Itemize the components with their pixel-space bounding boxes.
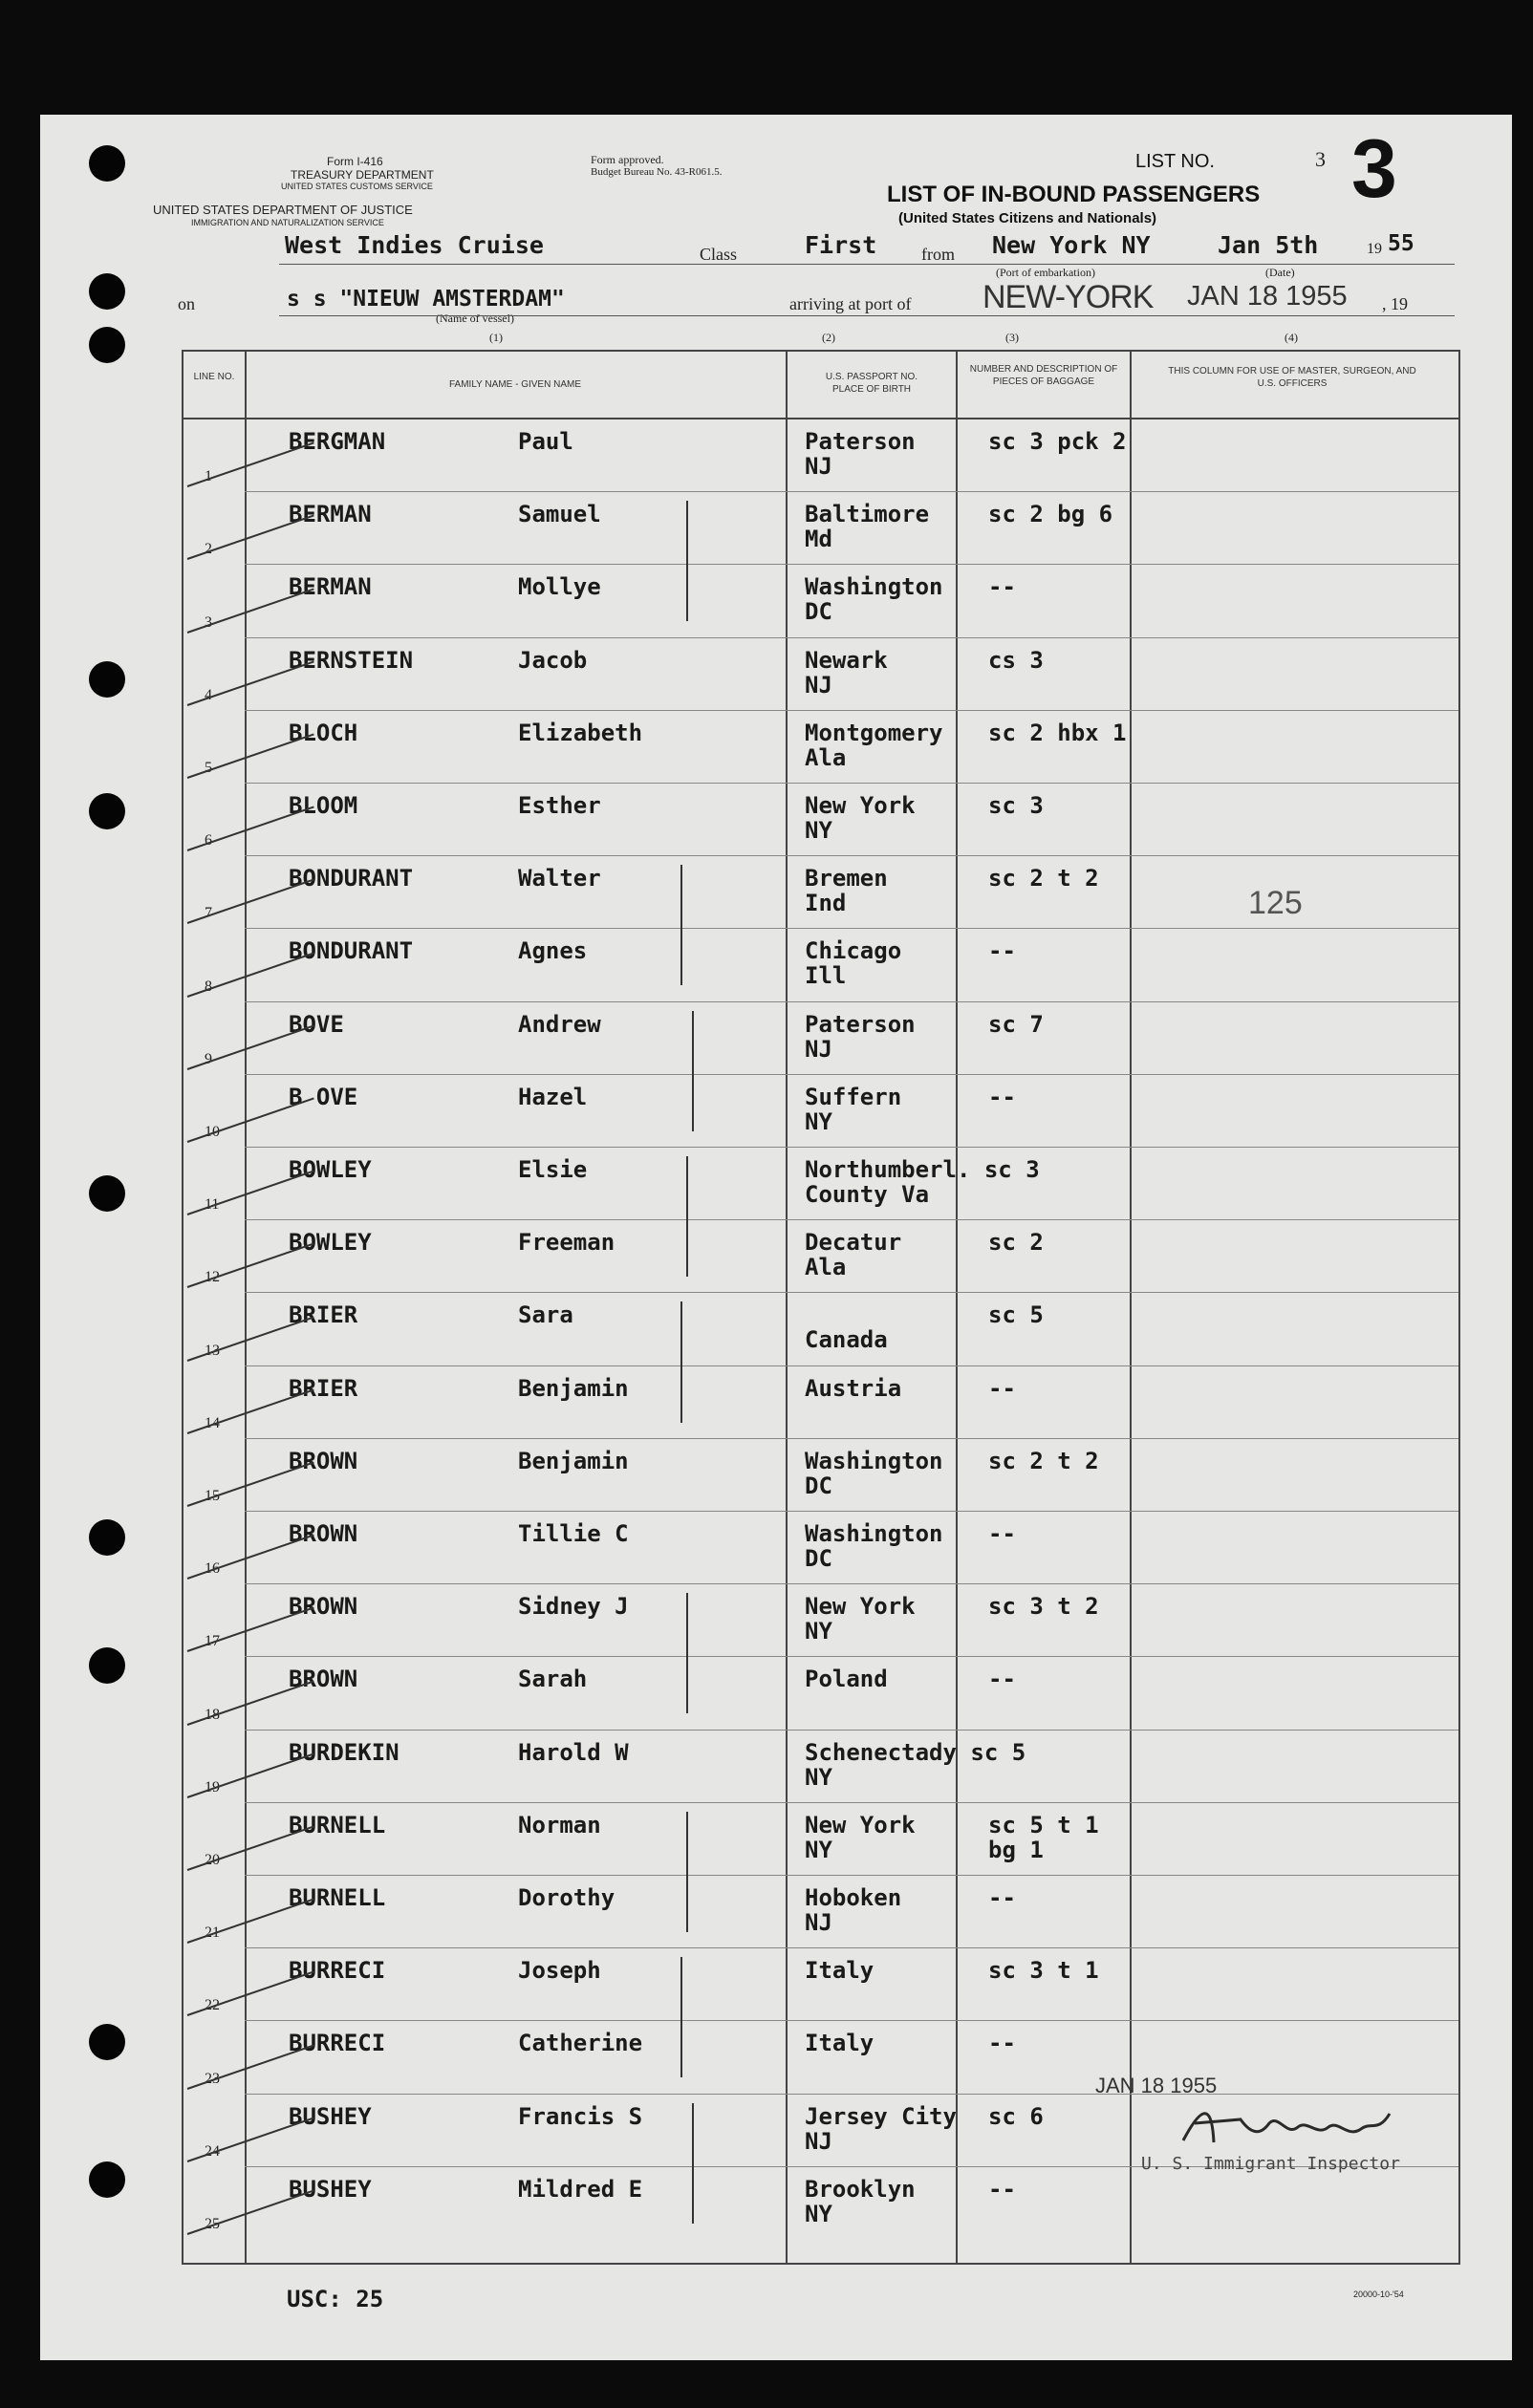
pencil-check-mark [187, 1825, 314, 1870]
family-name: BRIER [289, 1301, 358, 1329]
birthplace-line-1: Italy [805, 1957, 874, 1985]
list-no-value: 3 [1315, 147, 1326, 171]
birthplace-line-1: New York [805, 792, 916, 819]
birthplace-line-2: Ind [805, 890, 847, 917]
pencil-check-mark [187, 1899, 314, 1944]
justice-department: UNITED STATES DEPARTMENT OF JUSTICE [153, 203, 413, 217]
baggage-line-1: sc 5 [988, 1301, 1044, 1329]
given-name: Francis S [518, 2102, 643, 2130]
given-name: Esther [518, 792, 601, 819]
family-name: B OVE [289, 1083, 358, 1110]
col-2-marker: (2) [822, 331, 835, 344]
birthplace-line-1: Schenectady sc 5 [805, 1738, 1026, 1766]
from-label: from [921, 245, 955, 264]
table-row [184, 928, 1458, 1000]
table-row [184, 2166, 1458, 2239]
family-name: BURRECI [289, 2030, 386, 2057]
row-rule [245, 1365, 1458, 1366]
pencil-check-mark [187, 2189, 314, 2234]
given-name: Benjamin [518, 1374, 629, 1402]
birthplace-line-2: Ill [805, 962, 847, 990]
baggage-line-1: sc 2 t 2 [988, 1447, 1099, 1474]
binder-hole [89, 1519, 125, 1556]
row-rule [245, 710, 1458, 711]
line-number: 5 [205, 759, 212, 776]
class-label: Class [700, 245, 738, 264]
budget-bureau: Budget Bureau No. 43-R061.5. [591, 166, 723, 178]
table-row [184, 564, 1458, 636]
row-rule [245, 855, 1458, 856]
header-rule-2 [279, 315, 1455, 316]
table-row [184, 1219, 1458, 1292]
line-number: 22 [205, 1997, 220, 2014]
baggage-line-1: -- [988, 1374, 1016, 1402]
document-sheet [40, 115, 1512, 2360]
baggage-line-1: -- [988, 2030, 1016, 2057]
pencil-check-mark [187, 1316, 314, 1361]
baggage-line-1: sc 3 pck 2 [988, 428, 1127, 455]
family-name: BERNSTEIN [289, 646, 414, 674]
given-name: Walter [518, 865, 601, 892]
table-row [184, 2020, 1458, 2093]
row-rule [245, 1656, 1458, 1657]
baggage-line-1: sc 2 bg 6 [988, 501, 1113, 528]
given-name: Harold W [518, 1738, 629, 1766]
binder-hole [89, 1647, 125, 1684]
row-rule [245, 637, 1458, 638]
row-rule [245, 928, 1458, 929]
table-row [184, 710, 1458, 783]
pencil-family-bracket [692, 1011, 694, 1131]
immigration-service: IMMIGRATION AND NATURALIZATION SERVICE [191, 218, 384, 227]
line-number: 15 [205, 1487, 220, 1504]
birthplace-line-1: Northumberl. sc 3 [805, 1156, 1040, 1183]
given-name: Norman [518, 1811, 601, 1838]
family-name: BROWN [289, 1593, 358, 1621]
class-value: First [805, 231, 877, 259]
line-number: 25 [205, 2215, 220, 2232]
birthplace-line-2: Canada [805, 1326, 888, 1354]
family-name: BONDURANT [289, 937, 414, 965]
inspector-signature [1174, 2095, 1413, 2156]
customs-service: UNITED STATES CUSTOMS SERVICE [281, 182, 433, 191]
birthplace-line-1: Bremen [805, 865, 888, 892]
date-value: Jan 5th [1218, 231, 1319, 259]
arriving-year: , 19 [1382, 294, 1408, 313]
pencil-family-bracket [680, 1957, 682, 2077]
line-number: 24 [205, 2142, 220, 2160]
row-rule [245, 1292, 1458, 1293]
family-name: BOWLEY [289, 1156, 372, 1183]
line-number: 4 [205, 686, 212, 703]
birthplace-line-2: NY [805, 817, 832, 844]
baggage-line-1: sc 3 t 2 [988, 1593, 1099, 1621]
baggage-line-1: -- [988, 937, 1016, 965]
table-row [184, 1583, 1458, 1656]
arriving-label: arriving at port of [789, 294, 912, 313]
year-prefix: 19 [1367, 241, 1382, 257]
header-passport: U.S. PASSPORT NO. PLACE OF BIRTH [825, 372, 918, 395]
row-rule [245, 1947, 1458, 1948]
pencil-check-mark [187, 660, 314, 705]
birthplace-line-1: Suffern [805, 1083, 902, 1110]
birthplace-line-2: NJ [805, 1035, 832, 1063]
birthplace-line-1: Italy [805, 2030, 874, 2057]
given-name: Sarah [518, 1666, 588, 1693]
birthplace-line-2: Ala [805, 743, 847, 771]
row-rule [245, 1802, 1458, 1803]
line-number: 6 [205, 832, 212, 849]
birthplace-line-1: Chicago [805, 937, 902, 965]
col-3-marker: (3) [1005, 331, 1019, 344]
family-name: BOVE [289, 1010, 344, 1038]
pencil-check-mark [187, 879, 314, 924]
pencil-check-mark [187, 1607, 314, 1652]
line-number: 20 [205, 1851, 220, 1868]
line-number: 13 [205, 1342, 220, 1359]
birthplace-line-1: Jersey City [805, 2102, 957, 2130]
given-name: Samuel [518, 501, 601, 528]
family-name: BERMAN [289, 501, 372, 528]
table-row [184, 1074, 1458, 1147]
birthplace-line-2: NY [805, 1107, 832, 1135]
table-row [184, 1001, 1458, 1074]
given-name: Dorothy [518, 1884, 615, 1911]
table-row [184, 419, 1458, 491]
birthplace-line-1: Brooklyn [805, 2175, 916, 2203]
line-number: 12 [205, 1269, 220, 1286]
binder-hole [89, 273, 125, 310]
line-number: 23 [205, 2070, 220, 2087]
header-line-no: LINE NO. [193, 372, 235, 382]
line-number: 19 [205, 1778, 220, 1795]
row-rule [245, 491, 1458, 492]
family-name: BURNELL [289, 1811, 386, 1838]
inspector-label: U. S. Immigrant Inspector [1141, 2154, 1400, 2174]
line-number: 14 [205, 1414, 220, 1431]
date-label: (Date) [1265, 266, 1295, 279]
birthplace-line-1: Paterson [805, 428, 916, 455]
given-name: Elsie [518, 1156, 588, 1183]
pencil-check-mark [187, 733, 314, 778]
birthplace-line-2: NY [805, 1763, 832, 1791]
birthplace-line-2: NY [805, 1618, 832, 1645]
binder-hole [89, 145, 125, 182]
pencil-check-mark [187, 1461, 314, 1506]
pencil-family-bracket [686, 1593, 688, 1713]
birthplace-line-1: New York [805, 1593, 916, 1621]
birthplace-line-1: New York [805, 1811, 916, 1838]
given-name: Tillie C [518, 1520, 629, 1547]
birthplace-line-2: DC [805, 598, 832, 626]
baggage-line-1: -- [988, 1083, 1016, 1110]
family-name: BROWN [289, 1666, 358, 1693]
family-name: BONDURANT [289, 865, 414, 892]
line-number: 18 [205, 1706, 220, 1723]
footer-code: 20000-10-'54 [1353, 2290, 1404, 2299]
family-name: BLOCH [289, 719, 358, 746]
baggage-line-1: -- [988, 573, 1016, 601]
header-rule-1 [279, 264, 1455, 265]
birthplace-line-1: Decatur [805, 1229, 902, 1257]
list-title: LIST OF IN-BOUND PASSENGERS [887, 182, 1261, 207]
baggage-line-1: sc 6 [988, 2102, 1044, 2130]
row-rule [245, 1438, 1458, 1439]
table-row [184, 1802, 1458, 1875]
given-name: Benjamin [518, 1447, 629, 1474]
baggage-line-1: -- [988, 1666, 1016, 1693]
row-rule [245, 1147, 1458, 1148]
line-number: 8 [205, 978, 212, 995]
footer-total: USC: 25 [287, 2286, 384, 2312]
list-subtitle: (United States Citizens and Nationals) [898, 210, 1157, 226]
pencil-check-mark [187, 1171, 314, 1215]
family-name: BROWN [289, 1520, 358, 1547]
binder-hole [89, 793, 125, 829]
birthplace-line-2: NJ [805, 671, 832, 699]
table-row [184, 1147, 1458, 1219]
family-name: BOWLEY [289, 1229, 372, 1257]
row-rule [245, 1074, 1458, 1075]
given-name: Hazel [518, 1083, 588, 1110]
birthplace-line-2: DC [805, 1545, 832, 1572]
line-number: 10 [205, 1123, 220, 1140]
family-name: BERGMAN [289, 428, 386, 455]
family-name: BUSHEY [289, 2175, 372, 2203]
row-rule [245, 783, 1458, 784]
given-name: Paul [518, 428, 573, 455]
pencil-family-bracket [686, 1156, 688, 1277]
birthplace-line-2: NJ [805, 2127, 832, 2155]
pencil-check-mark [187, 515, 314, 560]
year-value: 55 [1388, 231, 1414, 256]
birthplace-line-2: Ala [805, 1254, 847, 1281]
baggage-line-1: sc 2 t 2 [988, 865, 1099, 892]
pencil-check-mark [187, 2044, 314, 2089]
pencil-check-mark [187, 952, 314, 997]
treasury-department: TREASURY DEPARTMENT [291, 168, 434, 182]
line-number: 21 [205, 1924, 220, 1942]
table-row [184, 1947, 1458, 2020]
given-name: Freeman [518, 1229, 615, 1257]
baggage-line-1: sc 2 [988, 1229, 1044, 1257]
form-number: Form I-416 [327, 155, 383, 168]
baggage-line-1: cs 3 [988, 646, 1044, 674]
vessel-label: (Name of vessel) [436, 312, 514, 325]
pencil-check-mark [187, 1097, 314, 1142]
table-row [184, 1292, 1458, 1365]
birthplace-line-1: Newark [805, 646, 888, 674]
line-number: 16 [205, 1560, 220, 1578]
family-name: BURRECI [289, 1957, 386, 1985]
line-number: 11 [205, 1196, 220, 1214]
table-row [184, 1365, 1458, 1438]
pencil-family-bracket [680, 1301, 682, 1422]
row-rule [245, 1583, 1458, 1584]
row-rule [245, 1875, 1458, 1876]
given-name: Sidney J [518, 1593, 629, 1621]
given-name: Elizabeth [518, 719, 643, 746]
inspector-stamp-date: JAN 18 1955 [1095, 2074, 1218, 2097]
pencil-family-bracket [686, 501, 688, 621]
binder-hole [89, 1175, 125, 1212]
row-rule [245, 1730, 1458, 1731]
family-name: BLOOM [289, 792, 358, 819]
line-number: 17 [205, 1633, 220, 1650]
table-row [184, 1730, 1458, 1802]
table-row [184, 783, 1458, 855]
birthplace-line-1: Paterson [805, 1010, 916, 1038]
page-number: 3 [1351, 123, 1397, 215]
binder-hole [89, 2161, 125, 2198]
birthplace-line-1: Montgomery [805, 719, 943, 746]
family-name: BURDEKIN [289, 1738, 399, 1766]
family-name: BROWN [289, 1447, 358, 1474]
baggage-line-1: -- [988, 1520, 1016, 1547]
birthplace-line-1: Poland [805, 1666, 888, 1693]
pencil-family-bracket [692, 2103, 694, 2224]
baggage-line-1: sc 7 [988, 1010, 1044, 1038]
header-officers: THIS COLUMN FOR USE OF MASTER, SURGEON, AND U.S. OFFICERS [1168, 366, 1416, 389]
given-name: Mollye [518, 573, 601, 601]
table-row [184, 1438, 1458, 1511]
given-name: Joseph [518, 1957, 601, 1985]
baggage-line-1: sc 3 t 1 [988, 1957, 1099, 1985]
birthplace-line-2: NY [805, 1836, 832, 1863]
birthplace-line-1: Hoboken [805, 1884, 902, 1911]
pencil-check-mark [187, 2117, 314, 2161]
binder-hole [89, 661, 125, 698]
family-name: BURNELL [289, 1884, 386, 1911]
baggage-line-2: bg 1 [988, 1836, 1044, 1863]
line-number: 9 [205, 1050, 212, 1067]
table-row [184, 1656, 1458, 1729]
pencil-check-mark [187, 1535, 314, 1580]
row-rule [245, 1001, 1458, 1002]
port-embarkation-label: (Port of embarkation) [996, 266, 1095, 279]
pencil-check-mark [187, 1388, 314, 1433]
col-4-marker: (4) [1285, 331, 1298, 344]
given-name: Jacob [518, 646, 588, 674]
line-number: 7 [205, 905, 212, 922]
birthplace-line-1: Washington [805, 573, 943, 601]
baggage-line-1: sc 2 hbx 1 [988, 719, 1127, 746]
given-name: Sara [518, 1301, 573, 1329]
pencil-family-bracket [686, 1812, 688, 1932]
given-name: Andrew [518, 1010, 601, 1038]
pencil-check-mark [187, 1971, 314, 2016]
given-name: Agnes [518, 937, 588, 965]
birthplace-line-2: NY [805, 2200, 832, 2227]
vessel-name: s s "NIEUW AMSTERDAM" [287, 287, 565, 312]
baggage-line-1: sc 5 t 1 [988, 1811, 1099, 1838]
birthplace-line-2: County Va [805, 1181, 930, 1208]
pencil-check-mark [187, 588, 314, 633]
family-name: BERMAN [289, 573, 372, 601]
birthplace-line-1: Baltimore [805, 501, 930, 528]
table-row [184, 491, 1458, 564]
given-name: Mildred E [518, 2175, 643, 2203]
pencil-check-mark [187, 442, 314, 487]
passenger-table [182, 350, 1460, 2265]
line-number: 1 [205, 468, 212, 485]
row-rule [245, 1219, 1458, 1220]
pencil-family-bracket [680, 865, 682, 985]
birthplace-line-2: NJ [805, 453, 832, 480]
given-name: Catherine [518, 2030, 643, 2057]
family-name: BUSHEY [289, 2102, 372, 2130]
header-baggage: NUMBER AND DESCRIPTION OF PIECES OF BAGGAGE [969, 364, 1118, 387]
list-no-label: LIST NO. [1135, 151, 1215, 172]
baggage-line-1: -- [988, 2175, 1016, 2203]
pencil-check-mark [187, 1680, 314, 1725]
pencil-check-mark [187, 1752, 314, 1797]
birthplace-line-2: Md [805, 526, 832, 553]
from-value: New York NY [992, 231, 1151, 259]
birthplace-line-1: Washington [805, 1520, 943, 1547]
line-number: 2 [205, 541, 212, 558]
table-row [184, 637, 1458, 710]
birthplace-line-2: DC [805, 1472, 832, 1499]
family-name: BRIER [289, 1374, 358, 1402]
table-row [184, 1511, 1458, 1583]
binder-hole [89, 327, 125, 363]
pencil-check-mark [187, 806, 314, 851]
binder-hole [89, 2024, 125, 2060]
arriving-date-stamp: JAN 18 1955 [1187, 281, 1348, 312]
col-1-marker: (1) [489, 331, 503, 344]
line-number: 3 [205, 613, 212, 631]
birthplace-line-2: NJ [805, 1909, 832, 1936]
row-rule [245, 564, 1458, 565]
baggage-line-1: -- [988, 1884, 1016, 1911]
cruise-name: West Indies Cruise [285, 231, 544, 259]
row-rule [245, 2020, 1458, 2021]
header-name: FAMILY NAME - GIVEN NAME [449, 379, 581, 390]
birthplace-line-1: Austria [805, 1374, 902, 1402]
pencil-check-mark [187, 1243, 314, 1288]
row-rule [245, 1511, 1458, 1512]
baggage-line-1: sc 3 [988, 792, 1044, 819]
form-approved: Form approved. [591, 153, 664, 166]
table-row [184, 1875, 1458, 1947]
arriving-port: NEW-YORK [982, 279, 1154, 315]
pencil-check-mark [187, 1024, 314, 1069]
birthplace-line-1: Washington [805, 1447, 943, 1474]
on-label: on [178, 294, 195, 313]
officer-note: 125 [1248, 885, 1303, 921]
